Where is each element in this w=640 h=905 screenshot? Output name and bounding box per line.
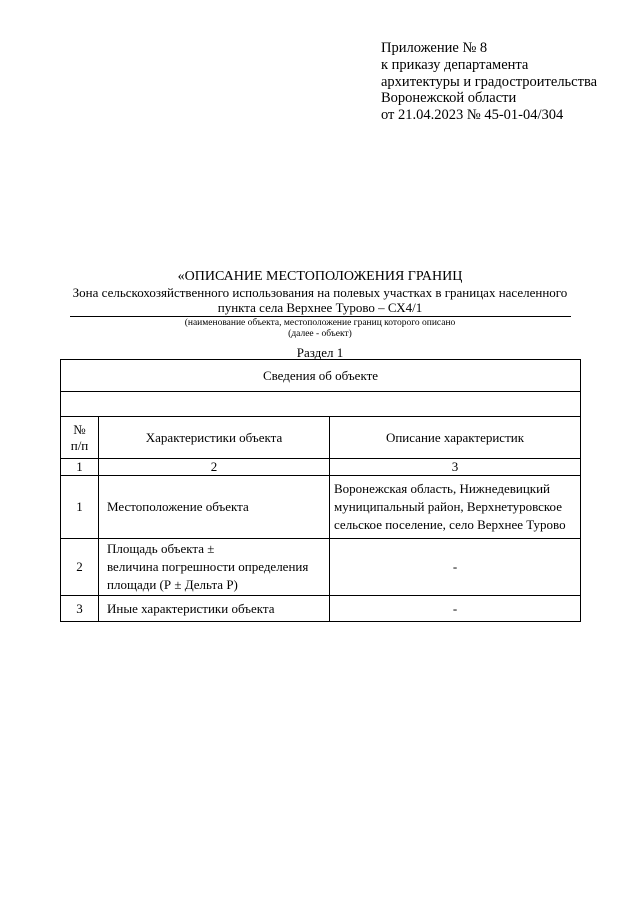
underline-rule bbox=[70, 316, 571, 317]
row-characteristic bbox=[99, 539, 330, 596]
row-num: 2 bbox=[61, 539, 99, 596]
col-number: 2 bbox=[99, 459, 330, 476]
document-title: «ОПИСАНИЕ МЕСТОПОЛОЖЕНИЯ ГРАНИЦ bbox=[177, 269, 463, 284]
col-header-num bbox=[61, 417, 99, 459]
table-row bbox=[61, 539, 581, 596]
col-number: 1 bbox=[61, 459, 99, 476]
row-characteristic: Местоположение объекта bbox=[99, 476, 330, 539]
table-heading-row bbox=[61, 360, 581, 392]
appendix-line: к приказу департамента bbox=[381, 56, 529, 73]
appendix-line: архитектуры и градостроительства bbox=[381, 73, 598, 90]
object-name-line: Зона сельскохозяйственного использования на полевых участках в границах населенного bbox=[72, 285, 568, 300]
row-num: 3 bbox=[61, 596, 99, 622]
object-caption bbox=[0, 318, 640, 339]
row-description bbox=[330, 476, 581, 539]
table-row bbox=[61, 596, 581, 622]
empty-cell bbox=[61, 392, 581, 417]
object-name-line: пункта села Верхнее Турово – СХ4/1 bbox=[217, 299, 423, 315]
caption-line: (наименование объекта, местоположение границ которого описано bbox=[184, 318, 456, 328]
table-col-number-row bbox=[61, 459, 581, 476]
table-empty-row bbox=[61, 392, 581, 417]
col-number: 3 bbox=[330, 459, 581, 476]
row-characteristic-line: величина погрешности определения bbox=[107, 559, 309, 574]
col-header-num-line: п/п bbox=[70, 437, 89, 453]
appendix-block bbox=[381, 40, 597, 124]
appendix-line: от 21.04.2023 № 45-01-04/304 bbox=[381, 107, 564, 124]
table-heading: Сведения об объекте bbox=[61, 360, 581, 392]
row-characteristic-line: Площадь объекта ± bbox=[107, 541, 215, 556]
col-header-characteristics: Характеристики объекта bbox=[99, 417, 330, 459]
section-heading: Раздел 1 bbox=[296, 345, 344, 360]
col-header-description: Описание характеристик bbox=[330, 417, 581, 459]
col-header-num-line: № bbox=[73, 421, 86, 437]
appendix-line: Приложение № 8 bbox=[381, 40, 488, 56]
row-description-line: сельское поселение, село Верхнее Турово bbox=[334, 517, 566, 532]
object-info-table bbox=[60, 359, 581, 622]
row-description-line: муниципальный район, Верхнетуровское bbox=[334, 499, 562, 514]
table-row bbox=[61, 476, 581, 539]
appendix-line: Воронежской области bbox=[381, 90, 517, 107]
row-num: 1 bbox=[61, 476, 99, 539]
table-header-row bbox=[61, 417, 581, 459]
row-description: - bbox=[330, 539, 581, 596]
row-characteristic: Иные характеристики объекта bbox=[99, 596, 330, 622]
caption-line: (далее - объект) bbox=[288, 328, 352, 339]
object-name bbox=[70, 286, 570, 315]
row-description: - bbox=[330, 596, 581, 622]
row-description-line: Воронежская область, Нижнедевицкий bbox=[334, 481, 551, 496]
row-characteristic-line: площади (Р ± Дельта Р) bbox=[107, 577, 238, 592]
